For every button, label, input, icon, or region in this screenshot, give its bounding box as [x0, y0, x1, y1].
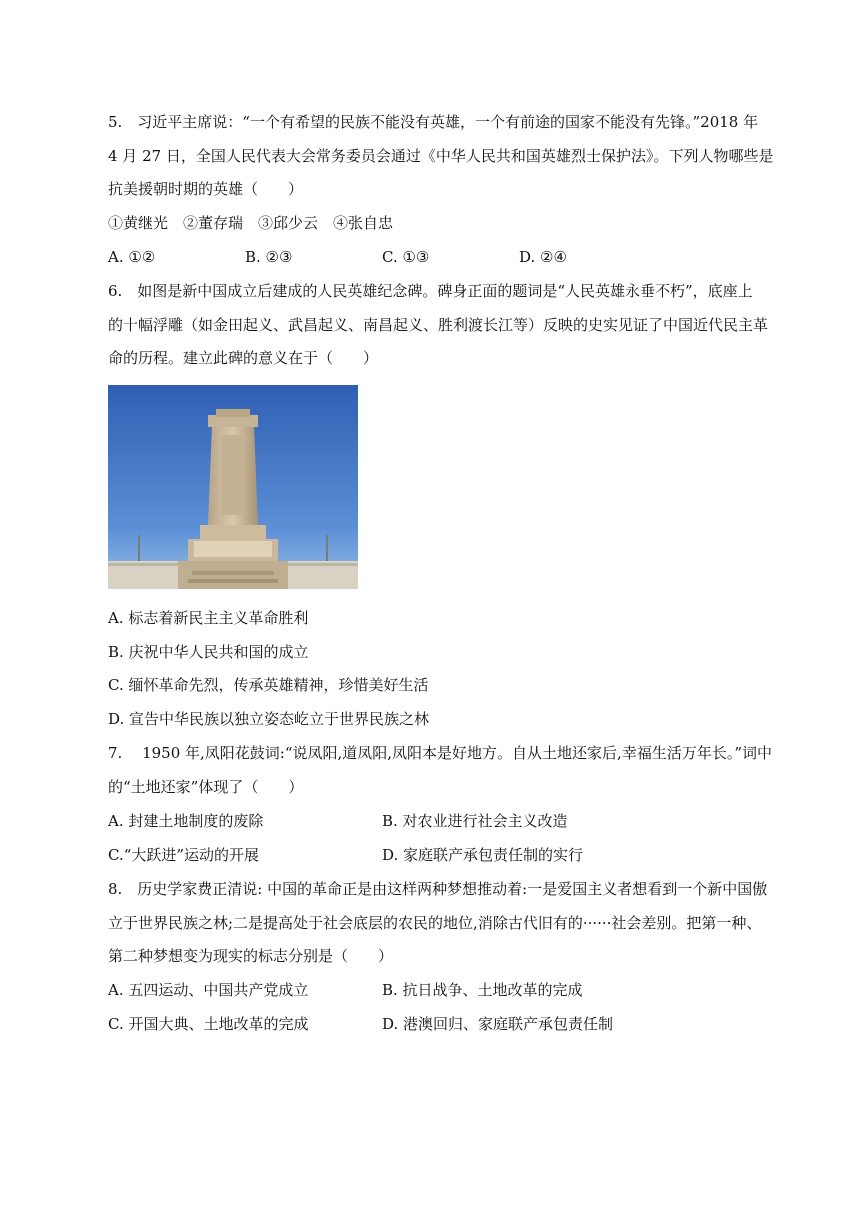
q6-option-d[interactable]: D. 宣告中华民族以独立姿态屹立于世界民族之林 — [108, 710, 430, 728]
q6-option-a[interactable]: A. 标志着新民主主义革命胜利 — [108, 609, 309, 627]
q8-option-a[interactable]: A. 五四运动、中国共产党成立 — [108, 981, 309, 999]
q5-option-d[interactable]: D. ②④ — [519, 248, 567, 266]
q7-option-d[interactable]: D. 家庭联产承包责任制的实行 — [382, 846, 584, 864]
q5-stem-line-3: 抗美援朝时期的英雄（ ） — [108, 180, 304, 198]
q7-option-c[interactable]: C.“大跃进”运动的开展 — [108, 846, 260, 864]
q5-option-c[interactable]: C. ①③ — [382, 248, 430, 266]
q7-stem-line-1: 7. 1950 年,凤阳花鼓词:“说凤阳,道凤阳,凤阳本是好地方。自从土地还家后,幸福生活万年长。”词中 — [108, 744, 772, 762]
monument-photo — [108, 385, 358, 589]
q6-stem-line-3: 命的历程。建立此碑的意义在于（ ） — [108, 349, 379, 367]
q6-option-b[interactable]: B. 庆祝中华人民共和国的成立 — [108, 643, 309, 661]
q5-option-b[interactable]: B. ②③ — [245, 248, 293, 266]
q8-option-d[interactable]: D. 港澳回归、家庭联产承包责任制 — [382, 1015, 614, 1033]
q6-option-c[interactable]: C. 缅怀革命先烈，传承英雄精神，珍惜美好生活 — [108, 676, 429, 694]
q6-stem-line-2: 的十幅浮雕（如金田起义、武昌起义、南昌起义、胜利渡长江等）反映的史实见证了中国近代民主革 — [108, 316, 769, 334]
q5-option-a[interactable]: A. ①② — [108, 248, 156, 266]
q8-stem-line-1: 8. 历史学家费正清说: 中国的革命正是由这样两种梦想推动着:一是爱国主义者想看到一个新中国傲 — [108, 880, 768, 898]
q8-stem-line-2: 立于世界民族之林;二是提高处于社会底层的农民的地位,消除古代旧有的······社会差别。把第一种、 — [108, 914, 762, 932]
q6-stem-line-1: 6. 如图是新中国成立后建成的人民英雄纪念碑。碑身正面的题词是“人民英雄永垂不朽”，底座上 — [108, 282, 753, 300]
q7-stem-line-2: 的“土地还家”体现了（ ） — [108, 778, 304, 796]
q5-items: ①黄继光 ②董存瑞 ③邱少云 ④张自忠 — [108, 214, 394, 232]
q5-stem-line-1: 5. 习近平主席说：“一个有希望的民族不能没有英雄，一个有前途的国家不能没有先锋。”2018 年 — [108, 113, 759, 131]
q8-option-c[interactable]: C. 开国大典、土地改革的完成 — [108, 1015, 309, 1033]
q7-option-b[interactable]: B. 对农业进行社会主义改造 — [382, 812, 568, 830]
q8-option-b[interactable]: B. 抗日战争、土地改革的完成 — [382, 981, 583, 999]
q7-option-a[interactable]: A. 封建土地制度的废除 — [108, 812, 264, 830]
monument-illustration — [108, 385, 358, 589]
q5-stem-line-2: 4 月 27 日，全国人民代表大会常务委员会通过《中华人民共和国英雄烈士保护法》。下列人物哪些是 — [108, 147, 774, 165]
q8-stem-line-3: 第二种梦想变为现实的标志分别是（ ） — [108, 947, 394, 965]
